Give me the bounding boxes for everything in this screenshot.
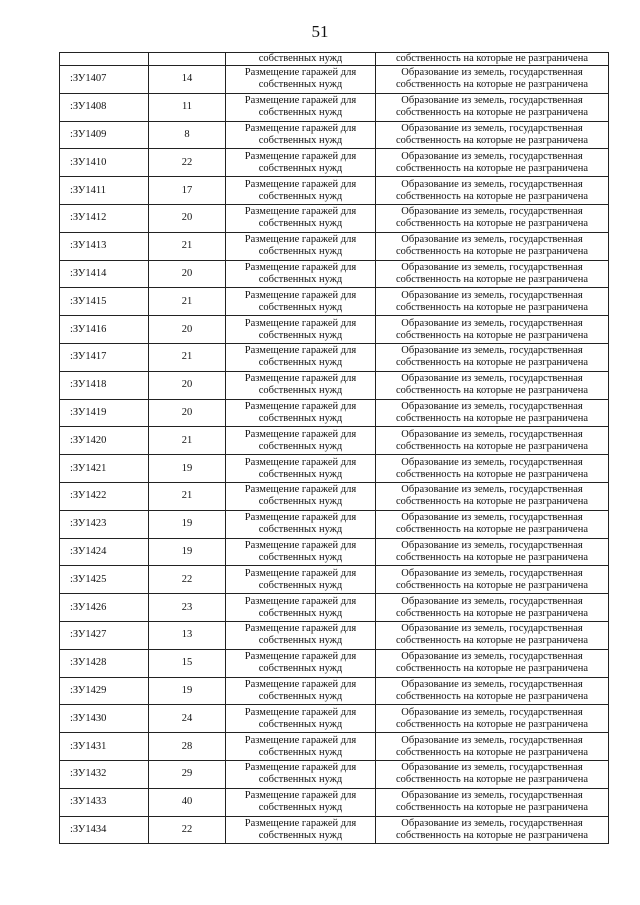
permitted-use-line: собственных нужд	[258, 134, 343, 146]
formation-method-line: собственность на которые не разграничена	[396, 440, 588, 452]
table-row	[60, 316, 609, 344]
formation-method-cell	[376, 621, 609, 649]
permitted-use-line: Размещение гаражей для	[244, 623, 357, 635]
table-row	[60, 566, 609, 594]
plot-area-cell: 21	[149, 343, 226, 371]
permitted-use-line: Размещение гаражей для	[244, 651, 357, 663]
permitted-use-line: собственных нужд	[258, 635, 343, 647]
formation-method-cell	[376, 816, 609, 844]
table-row	[60, 204, 609, 232]
formation-method-line: Образование из земель, государственная	[401, 261, 583, 273]
formation-method-cell	[376, 399, 609, 427]
formation-method-line: Образование из земель, государственная	[401, 67, 583, 79]
plot-id-cell: :ЗУ1433	[60, 788, 149, 816]
permitted-use-line: Размещение гаражей для	[244, 317, 357, 329]
plot-id-cell: :ЗУ1411	[60, 177, 149, 205]
permitted-use-cell	[226, 343, 376, 371]
formation-method-line: собственность на которые не разграничена	[396, 357, 588, 369]
table-row	[60, 538, 609, 566]
plot-area-cell: 40	[149, 788, 226, 816]
plot-area-cell: 8	[149, 121, 226, 149]
permitted-use-line: собственных нужд	[258, 79, 343, 91]
plot-area-cell: 11	[149, 93, 226, 121]
formation-method-line: собственность на которые не разграничена	[396, 190, 588, 202]
formation-method-line: Образование из земель, государственная	[401, 95, 583, 107]
permitted-use-line: собственных нужд	[258, 301, 343, 313]
plot-area-cell: 20	[149, 260, 226, 288]
permitted-use-line: собственных нужд	[258, 162, 343, 174]
formation-method-line: Образование из земель, государственная	[401, 150, 583, 162]
table-row	[60, 510, 609, 538]
permitted-use-cell	[226, 399, 376, 427]
plot-area-cell: 19	[149, 677, 226, 705]
formation-method-line: Образование из земель, государственная	[401, 790, 583, 802]
permitted-use-line: собственных нужд	[258, 579, 343, 591]
permitted-use-line: Размещение гаражей для	[244, 234, 357, 246]
permitted-use-cell	[226, 177, 376, 205]
permitted-use-cell	[226, 149, 376, 177]
table-row-continued	[60, 53, 609, 66]
plot-id-cell: :ЗУ1422	[60, 482, 149, 510]
plot-area-cell: 15	[149, 649, 226, 677]
formation-method-cell	[376, 149, 609, 177]
table-row	[60, 816, 609, 844]
permitted-use-line: собственных нужд	[258, 496, 343, 508]
permitted-use-line: собственных нужд	[258, 412, 343, 424]
permitted-use-line: Размещение гаражей для	[244, 122, 357, 134]
permitted-use-line: Размещение гаражей для	[244, 762, 357, 774]
formation-method-line: собственность на которые не разграничена	[396, 468, 588, 480]
formation-method-line: Образование из земель, государственная	[401, 484, 583, 496]
permitted-use-line: Размещение гаражей для	[244, 289, 357, 301]
plot-area-cell: 13	[149, 621, 226, 649]
formation-method-line: Образование из земель, государственная	[401, 539, 583, 551]
table-row	[60, 788, 609, 816]
permitted-use-line: Размещение гаражей для	[244, 512, 357, 524]
plot-id-cell: :ЗУ1418	[60, 371, 149, 399]
permitted-use-line: собственных нужд	[258, 774, 343, 786]
formation-method-line: Образование из земель, государственная	[401, 317, 583, 329]
page-number: 51	[311, 22, 329, 41]
formation-method-line: Образование из земель, государственная	[401, 762, 583, 774]
plot-area-cell: 29	[149, 760, 226, 788]
formation-method-line: собственность на которые не разграничена	[396, 79, 588, 91]
formation-method-line: собственность на которые не разграничена	[396, 718, 588, 730]
permitted-use-cell	[226, 232, 376, 260]
permitted-use-cell	[226, 677, 376, 705]
formation-method-line: собственность на которые не разграничена	[396, 829, 588, 841]
formation-method-line: собственность на которые не разграничена	[396, 218, 588, 230]
plot-id-cell: :ЗУ1412	[60, 204, 149, 232]
permitted-use-cell	[226, 816, 376, 844]
formation-method-line: Образование из земель, государственная	[401, 706, 583, 718]
formation-method-cell	[376, 204, 609, 232]
plot-area-cell: 24	[149, 705, 226, 733]
permitted-use-line: собственных нужд	[258, 607, 343, 619]
permitted-use-line: собственных нужд	[258, 663, 343, 675]
plot-id-cell: :ЗУ1408	[60, 93, 149, 121]
permitted-use-line: собственных нужд	[258, 246, 343, 258]
formation-method-line: собственность на которые не разграничена	[396, 663, 588, 675]
permitted-use-line: Размещение гаражей для	[244, 261, 357, 273]
formation-method-line: Образование из земель, государственная	[401, 122, 583, 134]
formation-method-cell: собственность на которые не разграничена	[376, 53, 609, 66]
plot-id-cell: :ЗУ1431	[60, 733, 149, 761]
formation-method-line: Образование из земель, государственная	[401, 373, 583, 385]
formation-method-line: собственность на которые не разграничена	[396, 579, 588, 591]
permitted-use-cell: собственных нужд	[226, 53, 376, 66]
permitted-use-line: Размещение гаражей для	[244, 400, 357, 412]
permitted-use-line: Размещение гаражей для	[244, 484, 357, 496]
permitted-use-cell	[226, 621, 376, 649]
permitted-use-line: Размещение гаражей для	[244, 706, 357, 718]
formation-method-line: собственность на которые не разграничена	[396, 802, 588, 814]
permitted-use-cell	[226, 733, 376, 761]
plot-area-cell: 22	[149, 149, 226, 177]
table-row	[60, 121, 609, 149]
permitted-use-cell	[226, 510, 376, 538]
table-row	[60, 649, 609, 677]
table-row	[60, 482, 609, 510]
permitted-use-line: собственных нужд	[258, 440, 343, 452]
table-row	[60, 733, 609, 761]
formation-method-line: Образование из земель, государственная	[401, 567, 583, 579]
table-row	[60, 93, 609, 121]
permitted-use-line: Размещение гаражей для	[244, 734, 357, 746]
formation-method-cell	[376, 343, 609, 371]
plot-id-cell: :ЗУ1424	[60, 538, 149, 566]
table-row	[60, 455, 609, 483]
formation-method-line: Образование из земель, государственная	[401, 400, 583, 412]
formation-method-line: Образование из земель, государственная	[401, 651, 583, 663]
formation-method-cell	[376, 66, 609, 94]
table-row	[60, 677, 609, 705]
table-row	[60, 66, 609, 94]
plot-id-cell: :ЗУ1432	[60, 760, 149, 788]
plot-id-cell: :ЗУ1415	[60, 288, 149, 316]
formation-method-cell	[376, 427, 609, 455]
plot-id-cell: :ЗУ1429	[60, 677, 149, 705]
permitted-use-cell	[226, 705, 376, 733]
formation-method-line: собственность на которые не разграничена	[396, 301, 588, 313]
formation-method-cell	[376, 760, 609, 788]
formation-method-cell	[376, 371, 609, 399]
table-row	[60, 594, 609, 622]
plot-id-cell: :ЗУ1417	[60, 343, 149, 371]
plot-id-cell: :ЗУ1423	[60, 510, 149, 538]
formation-method-cell	[376, 93, 609, 121]
permitted-use-cell	[226, 260, 376, 288]
table-row	[60, 177, 609, 205]
formation-method-line: Образование из земель, государственная	[401, 817, 583, 829]
plot-id-cell: :ЗУ1425	[60, 566, 149, 594]
plot-area-cell: 21	[149, 482, 226, 510]
permitted-use-cell	[226, 121, 376, 149]
plot-area-cell: 19	[149, 510, 226, 538]
permitted-use-cell	[226, 66, 376, 94]
formation-method-cell	[376, 510, 609, 538]
plot-id-cell: :ЗУ1413	[60, 232, 149, 260]
plot-id-cell: :ЗУ1434	[60, 816, 149, 844]
permitted-use-cell	[226, 455, 376, 483]
formation-method-line: собственность на которые не разграничена	[396, 524, 588, 536]
permitted-use-cell	[226, 427, 376, 455]
formation-method-cell	[376, 705, 609, 733]
plot-area-cell: 21	[149, 288, 226, 316]
permitted-use-cell	[226, 371, 376, 399]
land-plots-table	[59, 52, 609, 844]
plot-area-cell: 19	[149, 538, 226, 566]
permitted-use-line: Размещение гаражей для	[244, 678, 357, 690]
plot-area-cell: 22	[149, 816, 226, 844]
permitted-use-line: собственных нужд	[258, 802, 343, 814]
permitted-use-line: собственных нужд	[258, 468, 343, 480]
formation-method-cell	[376, 482, 609, 510]
formation-method-line: Образование из земель, государственная	[401, 345, 583, 357]
plot-id-cell: :ЗУ1414	[60, 260, 149, 288]
plot-id-cell: :ЗУ1428	[60, 649, 149, 677]
permitted-use-line: собственных нужд	[258, 357, 343, 369]
formation-method-line: собственность на которые не разграничена	[396, 107, 588, 119]
plot-area-cell: 20	[149, 371, 226, 399]
plot-area-cell: 21	[149, 232, 226, 260]
formation-method-line: собственность на которые не разграничена	[396, 690, 588, 702]
formation-method-line: собственность на которые не разграничена	[396, 246, 588, 258]
plot-area-cell: 17	[149, 177, 226, 205]
permitted-use-line: собственных нужд	[258, 829, 343, 841]
permitted-use-line: Размещение гаражей для	[244, 595, 357, 607]
formation-method-line: собственность на которые не разграничена	[396, 329, 588, 341]
formation-method-line: Образование из земель, государственная	[401, 678, 583, 690]
land-plots-table-body	[60, 53, 609, 844]
formation-method-line: Образование из земель, государственная	[401, 595, 583, 607]
permitted-use-line: собственных нужд	[258, 690, 343, 702]
plot-area-cell: 28	[149, 733, 226, 761]
permitted-use-line: Размещение гаражей для	[244, 428, 357, 440]
table-row	[60, 149, 609, 177]
plot-area-cell: 22	[149, 566, 226, 594]
plot-id-cell: :ЗУ1420	[60, 427, 149, 455]
permitted-use-line: собственных нужд	[258, 190, 343, 202]
permitted-use-cell	[226, 788, 376, 816]
permitted-use-line: Размещение гаражей для	[244, 456, 357, 468]
plot-area-cell: 19	[149, 455, 226, 483]
formation-method-line: собственность на которые не разграничена	[396, 412, 588, 424]
formation-method-cell	[376, 288, 609, 316]
table-row	[60, 760, 609, 788]
permitted-use-line: собственных нужд	[258, 273, 343, 285]
permitted-use-line: Размещение гаражей для	[244, 67, 357, 79]
permitted-use-cell	[226, 93, 376, 121]
formation-method-cell	[376, 788, 609, 816]
plot-id-cell: :ЗУ1430	[60, 705, 149, 733]
permitted-use-line: собственных нужд	[258, 746, 343, 758]
formation-method-line: собственность на которые не разграничена	[396, 162, 588, 174]
formation-method-cell	[376, 733, 609, 761]
permitted-use-cell	[226, 204, 376, 232]
permitted-use-line: Размещение гаражей для	[244, 539, 357, 551]
plot-id-cell: :ЗУ1427	[60, 621, 149, 649]
plot-area-cell: 23	[149, 594, 226, 622]
formation-method-line: собственность на которые не разграничена	[396, 551, 588, 563]
permitted-use-cell	[226, 649, 376, 677]
plot-id-cell: :ЗУ1416	[60, 316, 149, 344]
permitted-use-line: собственных нужд	[258, 718, 343, 730]
table-row	[60, 371, 609, 399]
table-row	[60, 232, 609, 260]
permitted-use-line: собственных нужд	[258, 524, 343, 536]
formation-method-line: собственность на которые не разграничена	[396, 774, 588, 786]
permitted-use-line: Размещение гаражей для	[244, 567, 357, 579]
permitted-use-line: Размещение гаражей для	[244, 373, 357, 385]
permitted-use-line: собственных нужд	[258, 329, 343, 341]
permitted-use-line: собственных нужд	[258, 551, 343, 563]
permitted-use-cell	[226, 288, 376, 316]
formation-method-cell	[376, 232, 609, 260]
plot-area-cell: 20	[149, 204, 226, 232]
formation-method-line: Образование из земель, государственная	[401, 206, 583, 218]
table-row	[60, 288, 609, 316]
plot-area-cell: 20	[149, 316, 226, 344]
formation-method-cell	[376, 649, 609, 677]
plot-id-cell: :ЗУ1421	[60, 455, 149, 483]
plot-area-cell	[149, 53, 226, 66]
permitted-use-line: собственных нужд	[258, 385, 343, 397]
plot-area-cell: 14	[149, 66, 226, 94]
permitted-use-line: собственных нужд	[258, 107, 343, 119]
permitted-use-cell	[226, 316, 376, 344]
table-row	[60, 705, 609, 733]
formation-method-line: собственность на которые не разграничена	[396, 273, 588, 285]
formation-method-line: собственность на которые не разграничена	[396, 635, 588, 647]
formation-method-line: Образование из земель, государственная	[401, 456, 583, 468]
formation-method-line: Образование из земель, государственная	[401, 512, 583, 524]
formation-method-cell	[376, 455, 609, 483]
formation-method-cell	[376, 594, 609, 622]
plot-area-cell: 20	[149, 399, 226, 427]
formation-method-line: собственность на которые не разграничена	[396, 746, 588, 758]
formation-method-cell	[376, 177, 609, 205]
plot-area-cell: 21	[149, 427, 226, 455]
permitted-use-line: Размещение гаражей для	[244, 95, 357, 107]
permitted-use-line: Размещение гаражей для	[244, 150, 357, 162]
formation-method-cell	[376, 677, 609, 705]
permitted-use-line: Размещение гаражей для	[244, 345, 357, 357]
table-row	[60, 399, 609, 427]
permitted-use-line: Размещение гаражей для	[244, 178, 357, 190]
formation-method-line: собственность на которые не разграничена	[396, 607, 588, 619]
formation-method-cell	[376, 538, 609, 566]
permitted-use-line: собственных нужд	[258, 218, 343, 230]
formation-method-line: Образование из земель, государственная	[401, 428, 583, 440]
formation-method-line: Образование из земель, государственная	[401, 734, 583, 746]
formation-method-line: Образование из земель, государственная	[401, 623, 583, 635]
permitted-use-cell	[226, 482, 376, 510]
formation-method-line: Образование из земель, государственная	[401, 234, 583, 246]
formation-method-line: собственность на которые не разграничена	[396, 134, 588, 146]
formation-method-cell	[376, 566, 609, 594]
permitted-use-cell	[226, 760, 376, 788]
formation-method-cell	[376, 260, 609, 288]
plot-id-cell	[60, 53, 149, 66]
table-row	[60, 343, 609, 371]
table-row	[60, 260, 609, 288]
formation-method-line: собственность на которые не разграничена	[396, 496, 588, 508]
formation-method-line: собственность на которые не разграничена	[396, 385, 588, 397]
plot-id-cell: :ЗУ1410	[60, 149, 149, 177]
formation-method-cell	[376, 121, 609, 149]
formation-method-cell	[376, 316, 609, 344]
plot-id-cell: :ЗУ1407	[60, 66, 149, 94]
permitted-use-line: Размещение гаражей для	[244, 817, 357, 829]
permitted-use-cell	[226, 538, 376, 566]
table-row	[60, 427, 609, 455]
formation-method-line: Образование из земель, государственная	[401, 178, 583, 190]
permitted-use-cell	[226, 594, 376, 622]
plot-id-cell: :ЗУ1409	[60, 121, 149, 149]
formation-method-line: Образование из земель, государственная	[401, 289, 583, 301]
permitted-use-line: Размещение гаражей для	[244, 790, 357, 802]
permitted-use-cell	[226, 566, 376, 594]
permitted-use-line: Размещение гаражей для	[244, 206, 357, 218]
plot-id-cell: :ЗУ1426	[60, 594, 149, 622]
plot-id-cell: :ЗУ1419	[60, 399, 149, 427]
table-row	[60, 621, 609, 649]
